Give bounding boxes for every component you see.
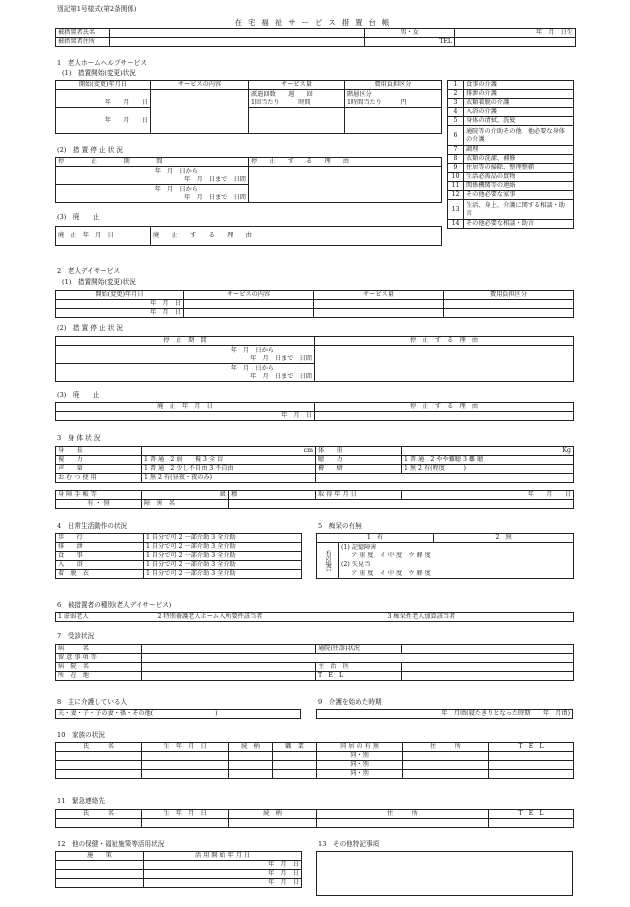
service-num: 10 (448, 173, 464, 182)
s2-stop-h-period: 停 止 期 間 (56, 337, 315, 346)
service-item: 調理 (464, 146, 574, 155)
service-num: 1 (448, 81, 464, 90)
visit-label: 通院(往診)状況 (316, 645, 402, 654)
s3-body-table (55, 446, 574, 483)
height-field[interactable]: cm (142, 447, 316, 456)
tel-label: TEL (365, 38, 455, 47)
family-h-cohabit: 同 居 の 有 無 (317, 743, 403, 752)
adl-dress: 着 脱 衣 (56, 570, 144, 579)
service-num: 6 (448, 126, 464, 146)
memory-grades[interactable]: ア 重 度 イ 中 度 ウ 軽 度 (339, 552, 574, 561)
dementia-no[interactable]: 2 無 (434, 534, 574, 543)
s8-title: 8 主に介護している人 (57, 698, 128, 706)
adl-options[interactable]: 1 自分で可 2 一部介助 3 全介助 (144, 570, 302, 579)
hospital-field[interactable] (142, 663, 316, 672)
s1-h-amount: サービス量 (249, 81, 345, 90)
disability-yes-no[interactable]: 有 ・ 無 (56, 500, 142, 509)
s8-caregiver-table (55, 709, 301, 719)
policy-date[interactable]: 年 月 日 (144, 861, 302, 870)
service-num: 5 (448, 117, 464, 126)
s7-medical-table (55, 644, 574, 681)
s1-stop-to-2[interactable]: 年 月 日まで 日間 (56, 194, 249, 203)
service-item: 生活必需品の買物 (464, 173, 574, 182)
s1-h-cost: 費用負担区分 (345, 81, 442, 90)
s2-h-date: 開始(変更)年月日 (56, 291, 184, 300)
sight-label: 視 力 (56, 456, 142, 465)
notes-field[interactable] (142, 654, 574, 663)
kind-field[interactable]: 種 (229, 491, 316, 500)
adl-toilet: 排 泄 (56, 543, 144, 552)
top-table (55, 28, 576, 47)
s1-title: 1 老人ホームヘルプサービス (57, 59, 147, 67)
bedsore-options[interactable]: 1 無 2 有(程度 ) (402, 465, 574, 474)
s2-sub2: (2) 措 置 停 止 状 況 (57, 324, 123, 332)
s2-stop-from-1[interactable]: 年 月 日から (56, 346, 315, 355)
hospital-label: 病 院 名 (56, 663, 142, 672)
notes-label: 留 意 事 項 等 (56, 654, 142, 663)
s5-title: 5 痴呆の有無 (318, 522, 362, 530)
grade-field[interactable]: 級 (142, 491, 229, 500)
family-h-address: 住 所 (403, 743, 489, 752)
s2-abol-h-date: 廃 止 年 月 日 (56, 403, 315, 412)
s2-stop-h-reason: 停 止 す る 理 由 (315, 337, 574, 346)
disease-label: 病 名 (56, 645, 142, 654)
s1-stop-to-1[interactable]: 年 月 日まで 日間 (56, 176, 249, 185)
service-num: 11 (448, 182, 464, 191)
s3-handbook-table (55, 490, 574, 509)
adl-options[interactable]: 1 自分で可 2 一部介助 3 全介助 (144, 552, 302, 561)
birth-date[interactable]: 年 月 日生 (455, 29, 576, 38)
bedsore-label: 褥 瘡 (316, 465, 402, 474)
s2-date-2[interactable]: 年 月 日 (56, 309, 184, 318)
address-field[interactable] (110, 38, 365, 47)
tel-label: T E L (316, 672, 402, 681)
s1-abol-h-date: 廃 止 年 月 日 (56, 227, 151, 246)
orientation-grades[interactable]: ア 重 度 イ 中 度 ウ 軽 度 (339, 570, 574, 579)
service-item: その他必要な相談・助言 (464, 220, 574, 229)
service-item: 通院等の介助その他 他必要な身体の介護 (464, 126, 574, 146)
service-item: 衣類の洗濯、補修 (464, 155, 574, 164)
s1-dispatch: 派遣回数 週 回 (249, 90, 345, 99)
s1-stop-h-period: 停 止 期 間 (56, 158, 249, 167)
type-nursing-home[interactable]: 2 特別養護老人ホーム入所要件該当者 (156, 613, 386, 622)
family-h-relation: 続 柄 (229, 743, 273, 752)
service-item: 入浴の介護 (464, 108, 574, 117)
s1-abol-h-reason: 廃 止 す る 理 由 (151, 227, 442, 246)
family-h-birth: 生 年 月 日 (142, 743, 229, 752)
voice-options[interactable]: 1 普 通 2 少し不自由 3 不自由 (142, 465, 316, 474)
service-item: 生活、身上、介護に関する相談・助言 (464, 200, 574, 220)
s2-h-amount: サービス量 (314, 291, 444, 300)
s10-title: 10 家族の状況 (57, 731, 105, 739)
s2-stop-table (55, 336, 574, 382)
s6-type-table (55, 612, 574, 622)
s4-adl-table (55, 533, 302, 579)
s3-title: 3 身 体 状 況 (57, 434, 101, 442)
s1-stop-from-1[interactable]: 年 月 日から (56, 167, 249, 176)
s1-date-1[interactable]: 年 月 日 (56, 99, 151, 108)
s2-abol-date[interactable]: 年 月 日 (56, 412, 315, 421)
type-frail[interactable]: 1 虚弱老人 (56, 613, 156, 622)
cohabit-option[interactable]: 同・別 (317, 770, 403, 779)
address-label: 被措置者住所 (56, 38, 110, 47)
tel-field[interactable] (402, 672, 574, 681)
s1-date-2[interactable]: 年 月 日 (56, 108, 151, 134)
weight-field[interactable]: Kg (402, 447, 574, 456)
cohabit-option[interactable]: 同・別 (317, 752, 403, 761)
diaper-label: お む つ 使 用 (56, 474, 142, 483)
s6-title: 6 被措置者の種別(老人デイサービス) (57, 601, 172, 609)
service-item: 排泄の介護 (464, 90, 574, 99)
s2-h-content: サービスの内容 (184, 291, 314, 300)
s1-class: 階層区分 (345, 90, 442, 99)
service-item: 関係機関等の連絡 (464, 182, 574, 191)
service-list (447, 80, 574, 229)
service-num: 4 (448, 108, 464, 117)
dementia-yes[interactable]: 1 有 (317, 534, 434, 543)
s2-start-table (55, 290, 574, 318)
adl-meal: 食 事 (56, 552, 144, 561)
s1-stop-from-2[interactable]: 年 月 日から (56, 185, 249, 194)
service-item: 住居等の掃除、整理整頓 (464, 164, 574, 173)
dementia-case-label: 有の場合 (317, 543, 339, 579)
gender: 男・女 (365, 29, 455, 38)
policy-h-measure: 施 策 (56, 852, 144, 861)
service-num: 9 (448, 164, 464, 173)
family-h-name: 氏 名 (56, 743, 142, 752)
adl-options[interactable]: 1 自分で可 2 一部介助 3 全介助 (144, 561, 302, 570)
s1-h-content: サービスの内容 (151, 81, 249, 90)
voice-label: 声 量 (56, 465, 142, 474)
s2-stop-to-2[interactable]: 年 月 日まで 日間 (56, 373, 315, 382)
page-title: 在宅福祉サービス措置台帳 (234, 18, 396, 27)
adl-bath: 入 浴 (56, 561, 144, 570)
family-h-tel: T E L (489, 743, 574, 752)
adl-options[interactable]: 1 自分で可 2 一部介助 3 全介助 (144, 534, 302, 543)
s7-title: 7 受診状況 (57, 632, 95, 640)
s4-title: 4 日常生活動作の状況 (57, 522, 128, 530)
contact-h-address: 住 所 (317, 810, 489, 819)
s1-abolish-table (55, 226, 442, 246)
weight-label: 体 重 (316, 447, 402, 456)
care-start-field[interactable]: 年 月頃(寝たきりとなった時期 年 月頃) (317, 710, 573, 719)
service-item: 食事の介護 (464, 81, 574, 90)
orientation-label: (2) 失見当 (339, 561, 574, 570)
contact-h-relation: 続 柄 (229, 810, 317, 819)
s10-family-table (55, 742, 574, 779)
service-item: その他必要な家事 (464, 191, 574, 200)
s2-stop-to-1[interactable]: 年 月 日まで 日間 (56, 355, 315, 364)
hearing-label: 聴 力 (316, 456, 402, 465)
doctor-field[interactable] (402, 663, 574, 672)
cohabit-option[interactable]: 同・別 (317, 761, 403, 770)
service-num: 13 (448, 200, 464, 220)
name-field[interactable] (110, 29, 365, 38)
s2-abol-h-reason: 停 止 す る 理 由 (315, 403, 574, 412)
s2-sub3: (3) 廃 止 (57, 391, 100, 399)
s1-per-time: 1回当たり 時間 (249, 99, 345, 108)
service-num: 14 (448, 220, 464, 229)
s13-notes-box[interactable] (316, 851, 573, 896)
s1-stop-h-reason: 停 止 す る 理 由 (249, 158, 442, 167)
s2-abolish-table (55, 402, 574, 421)
s9-title: 9 介護を始めた時期 (318, 698, 382, 706)
tel-field[interactable] (455, 38, 576, 47)
s11-title: 11 緊急連絡先 (57, 797, 105, 805)
service-num: 8 (448, 155, 464, 164)
form-reference: 別記第1号様式(第2条関係) (57, 5, 137, 13)
adl-walk: 歩 行 (56, 534, 144, 543)
family-h-job: 職 業 (273, 743, 317, 752)
disability-name-label: 障 害 名 (142, 500, 229, 509)
service-num: 7 (448, 146, 464, 155)
location-field[interactable] (142, 672, 316, 681)
adl-options[interactable]: 1 自分で可 2 一部介助 3 全介助 (144, 543, 302, 552)
service-item: 衣類着脱の介護 (464, 99, 574, 108)
service-num: 12 (448, 191, 464, 200)
policy-date[interactable]: 年 月 日 (144, 879, 302, 888)
s9-start-table (316, 709, 573, 719)
s1-stop-table (55, 157, 442, 203)
acquired-label: 取 得 年 月 日 (316, 491, 402, 500)
location-label: 所 在 地 (56, 672, 142, 681)
s2-h-cost: 費用負担区分 (444, 291, 574, 300)
doctor-label: 主 治 医 (316, 663, 402, 672)
height-label: 身 長 (56, 447, 142, 456)
handbook-label: 身 障 手 帳 等 (56, 491, 142, 500)
hearing-options[interactable]: 1 普 通 2 やや難聴 3 難 聴 (402, 456, 574, 465)
service-num: 3 (448, 99, 464, 108)
s1-h-date: 開始(変更)年月日 (56, 81, 151, 90)
type-dementia[interactable]: 3 痴呆性老人加算該当者 (386, 613, 574, 622)
caregiver-options[interactable]: 夫・妻・子・子の妻・孫・その他( ) (56, 710, 301, 719)
policy-date[interactable]: 年 月 日 (144, 870, 302, 879)
s12-policy-table (55, 851, 302, 888)
contact-h-birth: 生 年 月 日 (142, 810, 229, 819)
s1-sub1: (1) 措置開始(変更)状況 (62, 69, 136, 77)
s2-sub1: (1) 措置開始(変更)状況 (62, 278, 136, 286)
contact-h-name: 氏 名 (56, 810, 142, 819)
policy-h-start: 活 用 開 始 年 月 日 (144, 852, 302, 861)
s1-sub3: (3) 廃 止 (57, 213, 100, 221)
s11-contact-table (55, 809, 574, 828)
s5-dementia-table (316, 533, 574, 579)
sight-options[interactable]: 1 普 通 2 弱 視 3 全 盲 (142, 456, 316, 465)
s1-sub2: (2) 措 置 停 止 状 況 (57, 146, 123, 154)
s2-title: 2 老人デイサービス (57, 267, 121, 275)
memory-label: (1) 記憶障害 (339, 543, 574, 552)
diaper-options[interactable]: 1 無 2 有(昼夜・夜のみ) (142, 474, 316, 483)
visit-field[interactable] (402, 645, 574, 654)
s13-title: 13 その他特記事項 (318, 840, 380, 848)
service-item: 身体の清拭、洗髪 (464, 117, 574, 126)
s2-stop-from-2[interactable]: 年 月 日から (56, 364, 315, 373)
s1-hour-unit: 1時間当たり 円 (345, 99, 442, 108)
contact-h-tel: T E L (489, 810, 574, 819)
service-num: 2 (448, 90, 464, 99)
disease-field[interactable] (142, 645, 316, 654)
acquired-date[interactable]: 年 月 日 (402, 491, 574, 500)
s1-start-table (55, 80, 442, 134)
s12-title: 12 他の保健・福祉施策等活用状況 (57, 840, 165, 848)
s2-date-1[interactable]: 年 月 日 (56, 300, 184, 309)
name-label: 被措置者氏名 (56, 29, 110, 38)
